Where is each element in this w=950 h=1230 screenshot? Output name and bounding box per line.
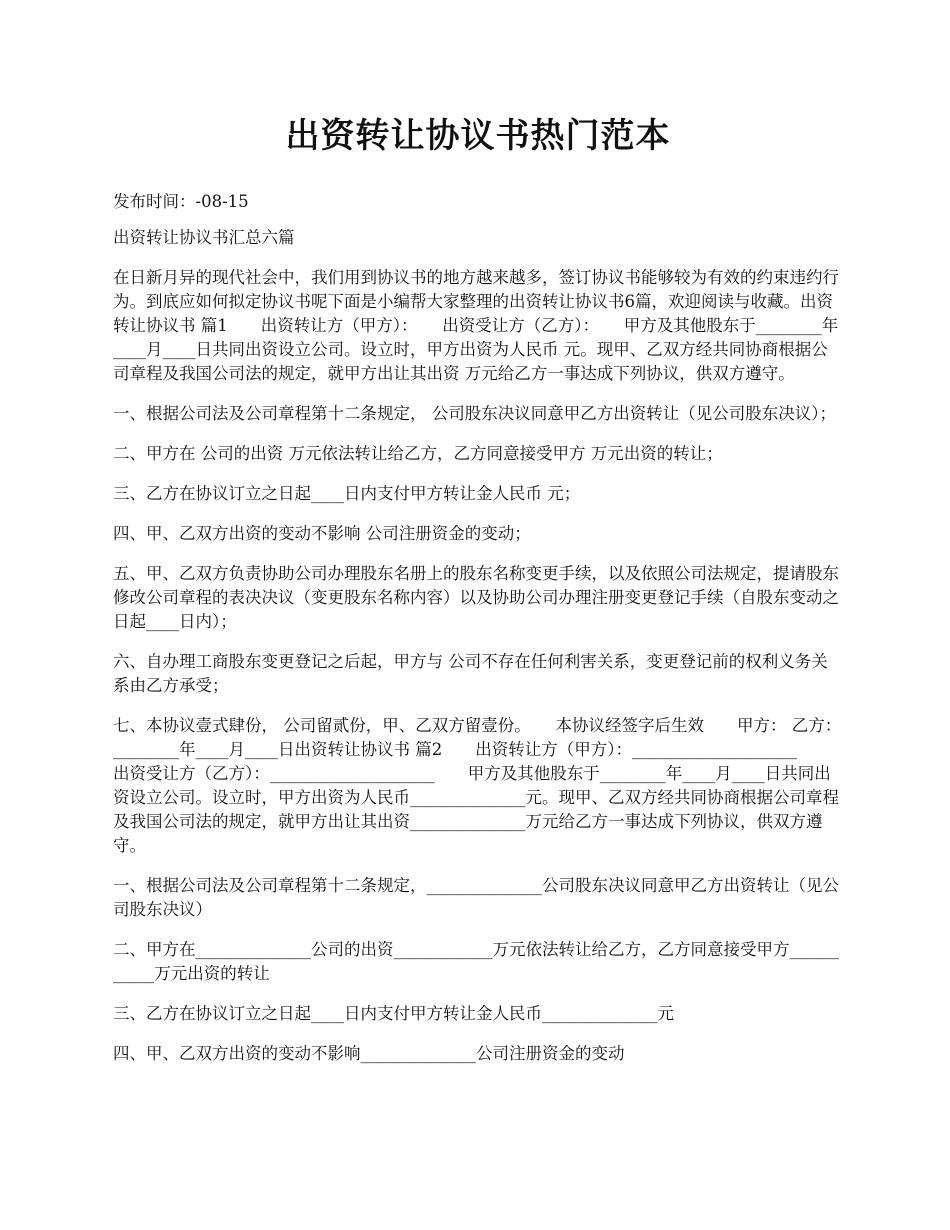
paragraph-clause: 一、根据公司法及公司章程第十二条规定，______________公司股东决议同意甲乙方出资转让（见公司股东决议） — [113, 876, 839, 919]
paragraph-clause: 二、甲方在 公司的出资 万元依法转让给乙方，乙方同意接受甲方 万元出资的转让； — [113, 444, 723, 463]
paragraph-clause: 三、乙方在协议订立之日起____日内支付甲方转让金人民币 元； — [113, 484, 581, 503]
publish-time: 发布时间：-08-15 — [113, 192, 249, 211]
paragraph-clause: 六、自办理工商股东变更登记之后起，甲方与 公司不存在任何利害关系，变更登记前的权利义务关系由乙方承受； — [113, 652, 828, 695]
paragraph-clause: 一、根据公司法及公司章程第十二条规定， 公司股东决议同意甲乙方出资转让（见公司股东决议）； — [113, 404, 836, 423]
paragraph-clause: 四、甲、乙双方出资的变动不影响 公司注册资金的变动； — [113, 524, 531, 543]
paragraph-clause: 三、乙方在协议订立之日起____日内支付甲方转让金人民币______________元 — [113, 1004, 674, 1023]
paragraph-clause: 五、甲、乙双方负责协助公司办理股东名册上的股东名称变更手续，以及依照公司法规定，提请股东修改公司章程的表决决议（变更股东名称内容）以及协助公司办理注册变更登记手续（自股东变动之日起____日内）； — [113, 564, 839, 631]
paragraph-clause: 七、本协议壹式肆份， 公司留贰份，甲、乙双方留壹份。 本协议经签字后生效 甲方： 乙方：________年____月____日出资转让协议书 篇2 出资转让方（甲方）：____________________ 出资受让方（乙方）：____________________ 甲方及其他股东于________年____月____日共同出资设立公司。设立时，甲方出资为人民币______________元。现甲、乙双方经共同协商根据公司章程及我国公司法的规定，就甲方出让其出资______________万元给乙方一事达成下列协议，供双方遵守。 — [113, 716, 842, 855]
document-page — [113, 110, 843, 1082]
paragraph-clause: 四、甲、乙双方出资的变动不影响______________公司注册资金的变动 — [113, 1044, 625, 1063]
document-title: 出资转让协议书热门范本 — [285, 116, 671, 156]
paragraph-clause: 二、甲方在______________公司的出资____________万元依法转让给乙方，乙方同意接受甲方___________万元出资的转让 — [113, 940, 839, 983]
paragraph-intro: 在日新月异的现代社会中，我们用到协议书的地方越来越多，签订协议书能够较为有效的约束违约行为。到底应如何拟定协议书呢下面是小编帮大家整理的出资转让协议书6篇，欢迎阅读与收藏。出资转让协议书 篇1 出资转让方（甲方）： 出资受让方（乙方）： 甲方及其他股东于________年____月____日共同出资设立公司。设立时，甲方出资为人民币 元。现甲、乙双方经共同协商根据公司章程及我国公司法的规定，就甲方出让其出资 万元给乙方一事达成下列协议，供双方遵守。 — [113, 268, 839, 383]
document-subtitle: 出资转让协议书汇总六篇 — [113, 228, 295, 247]
